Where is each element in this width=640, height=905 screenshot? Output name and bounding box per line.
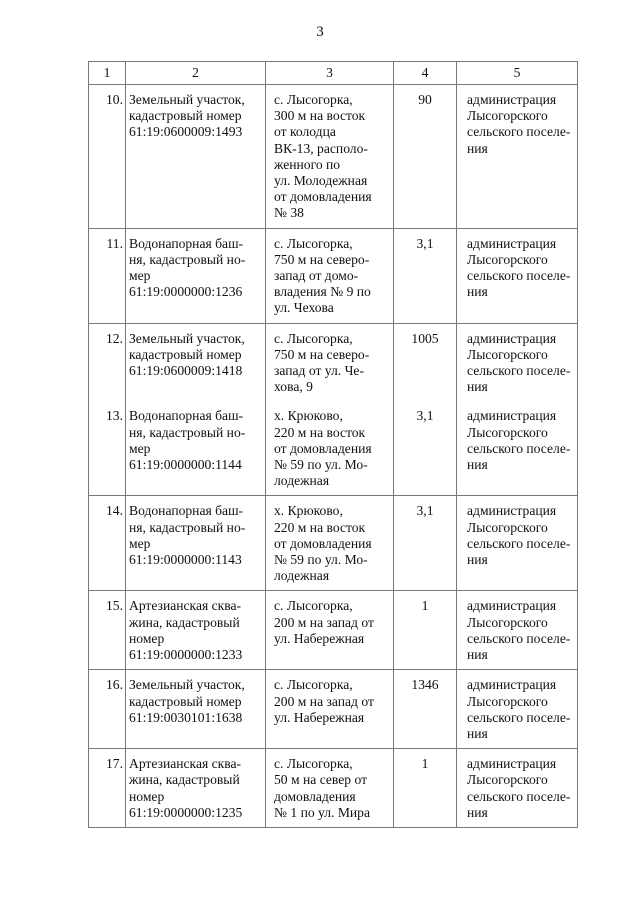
- owner-cell: администрация Лысогорского сельского поселе- ния: [467, 330, 571, 395]
- page-number: 3: [316, 24, 324, 40]
- owner-cell: администрация Лысогорского сельского поселе- ния: [467, 408, 571, 473]
- column-header-1: 1: [89, 62, 126, 85]
- owner-cell: администрация Лысогорского сельского поселе- ния: [467, 598, 571, 663]
- object-cell: Водонапорная баш- ня, кадастровый но- мер 61:19:0000000:1144: [129, 408, 246, 473]
- owner-cell: администрация Лысогорского сельского поселе- ния: [467, 235, 571, 300]
- row-number: 13.: [89, 401, 126, 496]
- location-cell: х. Крюково, 220 м на восток от домовладения № 59 по ул. Мо- лодежная: [274, 408, 372, 489]
- area-cell: 1346: [394, 670, 457, 749]
- column-header-3: 3: [266, 62, 394, 85]
- table-row: [89, 228, 578, 323]
- location-cell: с. Лысогорка, 50 м на север от домовладения № 1 по ул. Мира: [274, 756, 371, 820]
- area-cell: 90: [394, 85, 457, 229]
- row-number: 16.: [89, 670, 126, 749]
- object-cell: Земельный участок, кадастровый номер 61:19:0600009:1418: [129, 330, 245, 379]
- row-number: 14.: [89, 496, 126, 591]
- row-number: 11.: [89, 228, 126, 323]
- owner-cell: администрация Лысогорского сельского поселе- ния: [467, 92, 571, 156]
- row-number: 12.: [89, 323, 126, 401]
- area-cell: 1005: [394, 323, 457, 401]
- location-cell: с. Лысогорка, 750 м на северо- запад от ул. Че- хова, 9: [274, 330, 370, 395]
- owner-cell: администрация Лысогорского сельского поселе- ния: [467, 503, 571, 568]
- table-row: [89, 591, 578, 670]
- area-cell: 3,1: [394, 401, 457, 496]
- object-cell: Артезианская сква- жина, кадастровый номер 61:19:0000000:1233: [129, 598, 243, 663]
- table-header-row: [89, 62, 578, 85]
- location-cell: с. Лысогорка, 750 м на северо- запад от домо- владения № 9 по ул. Чехова: [274, 235, 371, 316]
- location-cell: с. Лысогорка, 300 м на восток от колодца ВК-13, располо- женного по ул. Молодежная от домовладения № 38: [274, 92, 372, 221]
- location-cell: х. Крюково, 220 м на восток от домовладения № 59 по ул. Мо- лодежная: [274, 503, 372, 584]
- object-cell: Земельный участок, кадастровый номер 61:19:0030101:1638: [129, 677, 245, 725]
- location-cell: с. Лысогорка, 200 м на запад от ул. Набережная: [274, 677, 374, 725]
- object-cell: Артезианская сква- жина, кадастровый номер 61:19:0000000:1235: [129, 756, 243, 820]
- table-row: [89, 670, 578, 749]
- owner-cell: администрация Лысогорского сельского поселе- ния: [467, 677, 571, 741]
- row-number: 17.: [89, 749, 126, 828]
- area-cell: 1: [394, 591, 457, 670]
- owner-cell: администрация Лысогорского сельского поселе- ния: [467, 756, 571, 820]
- column-header-4: 4: [394, 62, 457, 85]
- area-cell: 1: [394, 749, 457, 828]
- property-table: [88, 61, 578, 828]
- table-row: [89, 323, 578, 401]
- row-number: 10.: [89, 85, 126, 229]
- object-cell: Водонапорная баш- ня, кадастровый но- мер 61:19:0000000:1236: [129, 235, 246, 300]
- object-cell: Водонапорная баш- ня, кадастровый но- мер 61:19:0000000:1143: [129, 503, 246, 568]
- area-cell: 3,1: [394, 496, 457, 591]
- table-row: [89, 749, 578, 828]
- row-number: 15.: [89, 591, 126, 670]
- column-header-2: 2: [126, 62, 266, 85]
- area-cell: 3,1: [394, 228, 457, 323]
- column-header-5: 5: [457, 62, 578, 85]
- location-cell: с. Лысогорка, 200 м на запад от ул. Набережная: [274, 598, 374, 646]
- table-row: [89, 85, 578, 229]
- object-cell: Земельный участок, кадастровый номер 61:19:0600009:1493: [129, 92, 245, 140]
- table-row: [89, 401, 578, 496]
- table-row: [89, 496, 578, 591]
